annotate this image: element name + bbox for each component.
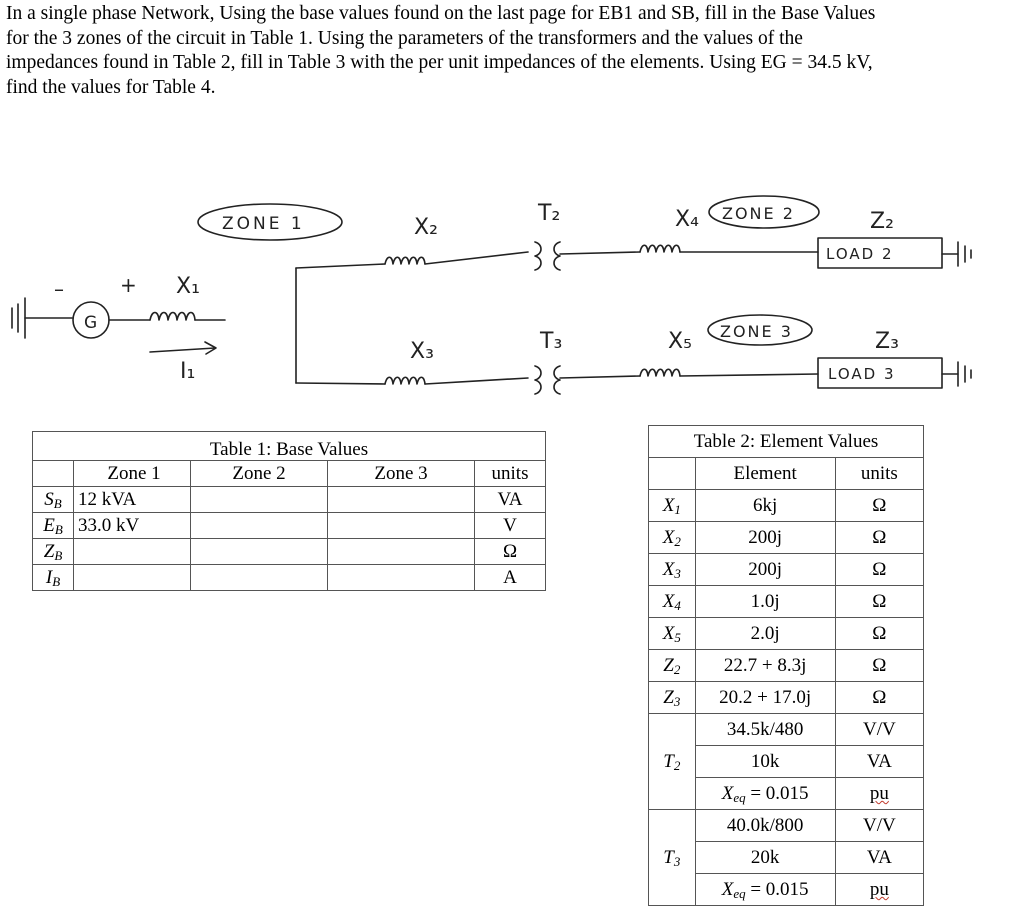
t3-label: T₃	[540, 329, 563, 354]
element-value: 6kj	[695, 490, 835, 522]
circuit-diagram	[0, 180, 1000, 400]
table1-header-units: units	[475, 461, 546, 487]
element-units: Ω	[835, 522, 923, 554]
sb-zone2-cell[interactable]	[191, 487, 328, 513]
element-value: 20.2 + 17.0j	[695, 682, 835, 714]
prompt-line-2: for the 3 zones of the circuit in Table 1. Using the parameters of the transformers and the values of the	[6, 27, 803, 49]
t3-rating: 20k	[695, 842, 835, 874]
generator-minus: –	[54, 277, 64, 301]
eb-zone3-cell[interactable]	[328, 513, 475, 539]
left-ground-icon	[12, 298, 72, 338]
table-row: Z2 22.7 + 8.3j Ω	[649, 650, 924, 682]
problem-statement	[6, 2, 1006, 100]
x1-label: X₁	[176, 274, 200, 299]
table2-header-units: units	[835, 458, 923, 490]
table-row: IB A	[33, 565, 546, 591]
table1-caption: Table 1: Base Values	[33, 432, 546, 461]
t3-primary-coil	[535, 366, 541, 394]
generator-icon	[73, 302, 109, 338]
t3-ratio: 40.0k/800	[695, 810, 835, 842]
table-base-values	[32, 431, 546, 591]
element-units: Ω	[835, 490, 923, 522]
zone2-label: ZONE 2	[722, 204, 795, 223]
table-row	[649, 810, 924, 842]
ib-units: A	[475, 565, 546, 591]
table2-caption: Table 2: Element Values	[649, 426, 924, 458]
t2-ratio: 34.5k/480	[695, 714, 835, 746]
eb-zone2-cell[interactable]	[191, 513, 328, 539]
ib-zone1-cell[interactable]	[74, 565, 191, 591]
wire-x1	[109, 313, 225, 321]
t2-xeq: Xeq = 0.015	[695, 778, 835, 810]
zb-zone1-cell[interactable]	[74, 539, 191, 565]
generator-label: G	[84, 313, 98, 333]
element-units: Ω	[835, 586, 923, 618]
z2-label: Z₂	[870, 209, 894, 234]
table1-header-zone1: Zone 1	[74, 461, 191, 487]
t2-ratio-units: V/V	[835, 714, 923, 746]
row-label: S	[44, 489, 54, 510]
table-row: SB 12 kVA VA	[33, 487, 546, 513]
right-ground-lower-icon	[958, 362, 971, 386]
x4-label: X₄	[675, 207, 699, 232]
right-ground-upper-icon	[958, 242, 971, 266]
x3-label: X₃	[410, 339, 434, 364]
row-label: Z	[43, 541, 55, 562]
t3-label-cell: T3	[649, 810, 696, 906]
current-arrow-icon	[150, 342, 216, 354]
element-value: 200j	[695, 522, 835, 554]
ib-zone2-cell[interactable]	[191, 565, 328, 591]
element-value: 200j	[695, 554, 835, 586]
row-label: I	[45, 567, 53, 588]
table-row: X3 200j Ω	[649, 554, 924, 586]
prompt-line-4: find the values for Table 4.	[6, 76, 216, 98]
eb-units: V	[475, 513, 546, 539]
table-row: X1 6kj Ω	[649, 490, 924, 522]
zb-zone2-cell[interactable]	[191, 539, 328, 565]
eb-zone1-cell[interactable]: 33.0 kV	[74, 513, 191, 539]
element-units: Ω	[835, 650, 923, 682]
t3-xeq-units: pu	[835, 874, 923, 906]
table-row: X2 200j Ω	[649, 522, 924, 554]
table2-header-element: Element	[695, 458, 835, 490]
sb-units: VA	[475, 487, 546, 513]
zb-zone3-cell[interactable]	[328, 539, 475, 565]
element-value: 2.0j	[695, 618, 835, 650]
zone3-label: ZONE 3	[720, 322, 793, 341]
element-units: Ω	[835, 554, 923, 586]
table-row: X4 1.0j Ω	[649, 586, 924, 618]
table1-header-zone2: Zone 2	[191, 461, 328, 487]
t2-xeq-units: pu	[835, 778, 923, 810]
table1-header-zone3: Zone 3	[328, 461, 475, 487]
t2-secondary-coil	[554, 242, 560, 270]
t3-rating-units: VA	[835, 842, 923, 874]
table-row: ZB Ω	[33, 539, 546, 565]
sb-zone1-cell[interactable]: 12 kVA	[74, 487, 191, 513]
ib-zone3-cell[interactable]	[328, 565, 475, 591]
prompt-line-1: In a single phase Network, Using the base values found on the last page for EB1 and SB, fill in the Base Values	[6, 3, 876, 24]
element-value: 1.0j	[695, 586, 835, 618]
table-row: Z3 20.2 + 17.0j Ω	[649, 682, 924, 714]
load2-label: LOAD 2	[826, 245, 894, 263]
prompt-line-3: impedances found in Table 2, fill in Table 3 with the per unit impedances of the elements. Using EG = 34.5 kV,	[6, 52, 873, 73]
t3-ratio-units: V/V	[835, 810, 923, 842]
t3-secondary-coil	[554, 366, 560, 394]
x5-label: X₅	[668, 329, 692, 354]
table-element-values	[648, 425, 924, 906]
row-label: E	[43, 515, 55, 536]
current-label: I₁	[180, 359, 196, 384]
t3-xeq: Xeq = 0.015	[695, 874, 835, 906]
sb-zone3-cell[interactable]	[328, 487, 475, 513]
table-row: X5 2.0j Ω	[649, 618, 924, 650]
t2-label-cell: T2	[649, 714, 696, 810]
table-row: EB 33.0 kV V	[33, 513, 546, 539]
generator-plus: +	[120, 273, 137, 297]
x2-label: X₂	[414, 215, 438, 240]
load3-label: LOAD 3	[828, 365, 896, 383]
z3-label: Z₃	[875, 329, 899, 354]
table1-header-row	[33, 461, 546, 487]
t2-label: T₂	[538, 201, 561, 226]
zb-units: Ω	[475, 539, 546, 565]
element-units: Ω	[835, 618, 923, 650]
zone1-label: ZONE 1	[222, 214, 305, 234]
t2-primary-coil	[535, 242, 541, 270]
t2-rating-units: VA	[835, 746, 923, 778]
element-value: 22.7 + 8.3j	[695, 650, 835, 682]
table2-header-row	[649, 458, 924, 490]
t2-rating: 10k	[695, 746, 835, 778]
table-row	[649, 714, 924, 746]
element-units: Ω	[835, 682, 923, 714]
